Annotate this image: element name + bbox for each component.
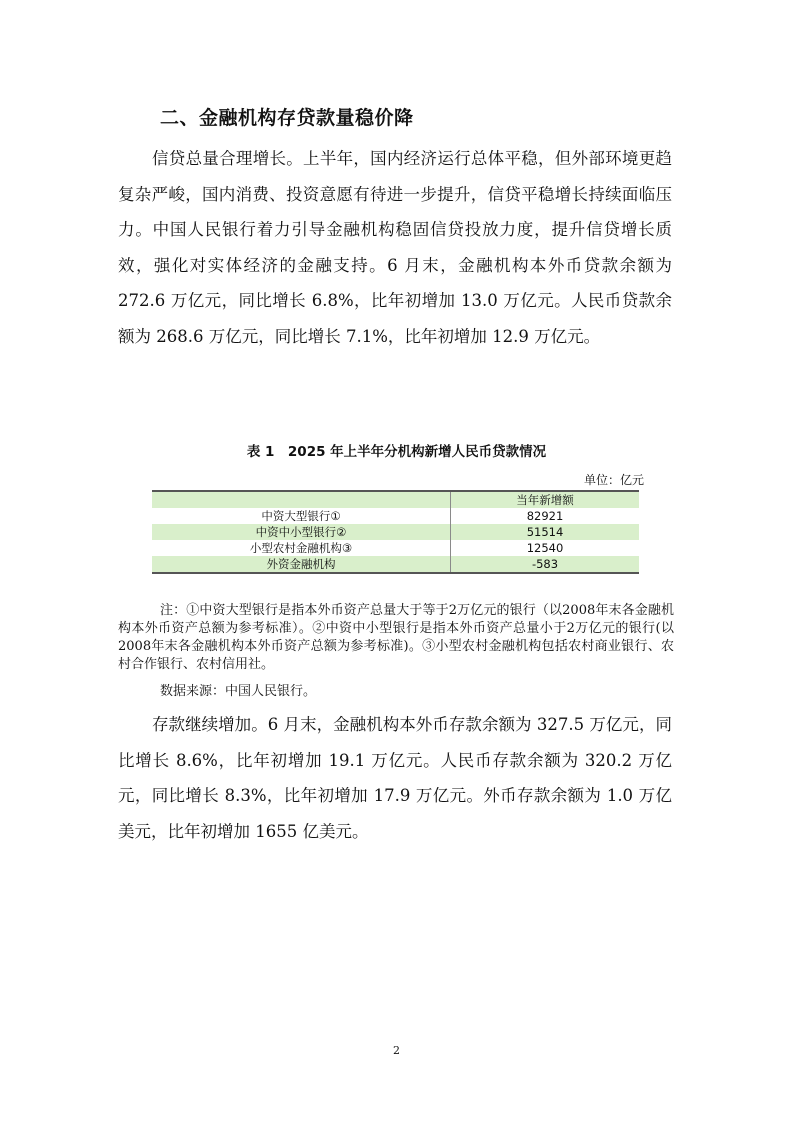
paragraph-credit: 信贷总量合理增长。上半年，国内经济运行总体平稳，但外部环境更趋复杂严峻，国内消费、投资意愿有待进一步提升，信贷平稳增长持续面临压力。中国人民银行着力引导金融机构稳固信贷投放力度，提升信贷增长质效，强化对实体经济的金融支持。6 月末，金融机构本外币贷款余额为 272.6 万亿元，同比增长 6.8%，比年初增加 13.0 万亿元。人民币贷款余额为 268.6 万亿元，同比增长 7.1%，比年初增加 12.9 万亿元。 xyxy=(118,149,672,346)
row-name: 中资中小型银行② xyxy=(255,525,347,539)
table-header-value: 当年新增额 xyxy=(451,491,640,508)
loan-table xyxy=(152,490,639,574)
table-row xyxy=(152,556,639,573)
row-value: 51514 xyxy=(451,524,640,540)
row-value: 12540 xyxy=(451,540,640,556)
table-row xyxy=(152,540,639,556)
table-row xyxy=(152,524,639,540)
section-title: 二、金融机构存贷款量稳价降 xyxy=(160,107,414,129)
table-caption: 表 1 2025 年上半年分机构新增人民币贷款情况 xyxy=(246,444,547,460)
table-row xyxy=(152,508,639,524)
table-unit: 单位：亿元 xyxy=(583,473,644,487)
row-value: -583 xyxy=(451,556,640,573)
row-name: 外资金融机构 xyxy=(266,557,336,571)
row-name: 小型农村金融机构③ xyxy=(249,541,353,555)
row-name: 中资大型银行① xyxy=(261,509,341,523)
table-header-row xyxy=(152,491,639,508)
table-note: 注：①中资大型银行是指本外币资产总量大于等于2万亿元的银行（以2008年末各金融机构本外币资产总额为参考标准）。②中资中小型银行是指本外币资产总量小于2万亿元的银行(以2008年末各金融机构本外币资产总额为参考标准)。③小型农村金融机构包括农村商业银行、农村合作银行、农村信用社。 xyxy=(118,603,674,672)
data-source: 数据来源：中国人民银行。 xyxy=(160,684,317,699)
paragraph-deposits: 存款继续增加。6 月末，金融机构本外币存款余额为 327.5 万亿元，同比增长 8.6%，比年初增加 19.1 万亿元。人民币存款余额为 320.2 万亿元，同比增长 8.3%，比年初增加 17.9 万亿元。外币存款余额为 1.0 万亿美元，比年初增加 1655 亿美元。 xyxy=(118,715,672,841)
table-header-name xyxy=(152,491,451,508)
row-value: 82921 xyxy=(451,508,640,524)
page-number: 2 xyxy=(393,1044,400,1057)
